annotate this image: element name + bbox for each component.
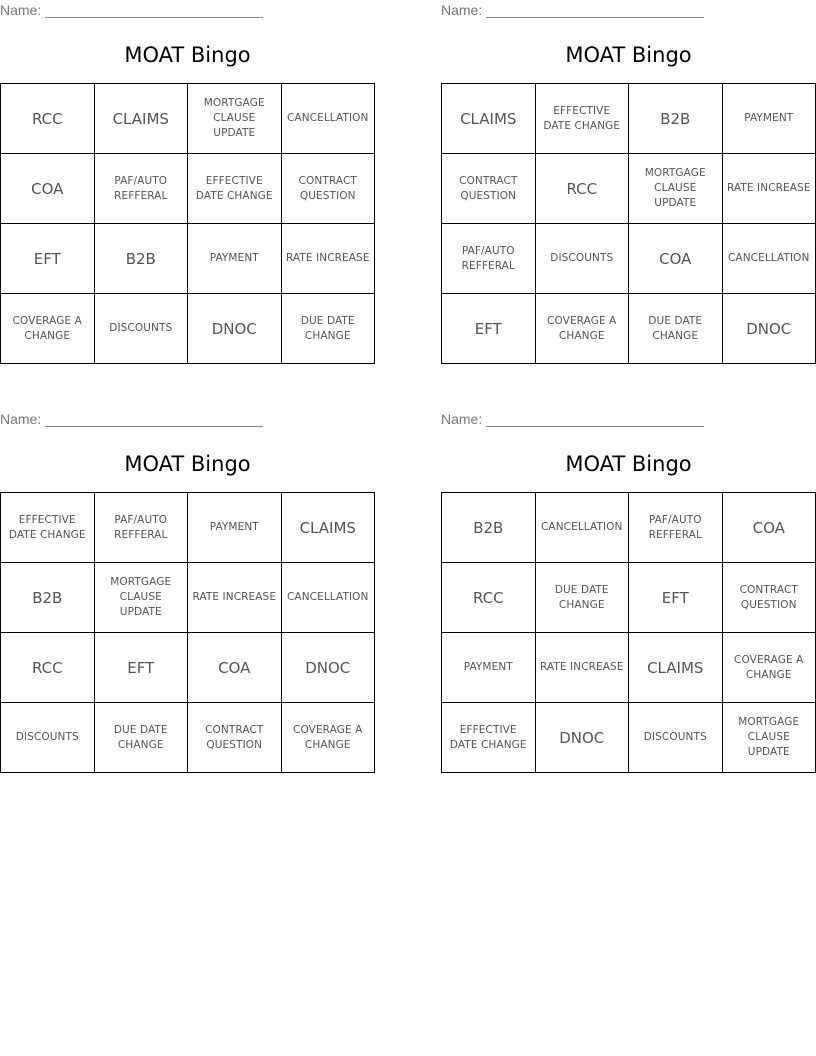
bingo-cell[interactable]: COA bbox=[188, 633, 282, 703]
bingo-cell[interactable]: CONTRACT QUESTION bbox=[723, 563, 816, 633]
bingo-cell[interactable]: RCC bbox=[442, 563, 536, 633]
name-label: Name: bbox=[0, 411, 42, 427]
bingo-cell[interactable]: PAF/AUTO REFFERAL bbox=[629, 493, 723, 563]
bingo-cell[interactable]: DUE DATE CHANGE bbox=[95, 703, 189, 773]
bingo-cell[interactable]: RCC bbox=[1, 633, 95, 703]
bingo-cell[interactable]: RCC bbox=[536, 154, 630, 224]
bingo-cell[interactable]: CANCELLATION bbox=[723, 224, 816, 294]
bingo-cell[interactable]: COVERAGE A CHANGE bbox=[723, 633, 816, 703]
name-field[interactable] bbox=[0, 2, 270, 20]
name-label: Name: bbox=[0, 2, 42, 18]
bingo-cell[interactable]: PAYMENT bbox=[723, 84, 816, 154]
bingo-cell[interactable]: EFT bbox=[95, 633, 189, 703]
bingo-grid bbox=[441, 492, 816, 773]
bingo-cell[interactable]: COVERAGE A CHANGE bbox=[536, 294, 630, 364]
bingo-cell[interactable]: B2B bbox=[629, 84, 723, 154]
name-underline bbox=[45, 426, 263, 427]
bingo-cell[interactable]: MORTGAGE CLAUSE UPDATE bbox=[723, 703, 816, 773]
name-label: Name: bbox=[441, 411, 483, 427]
name-field[interactable] bbox=[441, 411, 711, 429]
bingo-cell[interactable]: COVERAGE A CHANGE bbox=[282, 703, 376, 773]
bingo-grid bbox=[441, 83, 816, 364]
bingo-cell[interactable]: EFT bbox=[442, 294, 536, 364]
bingo-cell[interactable]: CLAIMS bbox=[282, 493, 376, 563]
name-underline bbox=[486, 17, 704, 18]
bingo-grid bbox=[0, 492, 375, 773]
bingo-grid bbox=[0, 83, 375, 364]
name-field[interactable] bbox=[0, 411, 270, 429]
bingo-cell[interactable]: RATE INCREASE bbox=[282, 224, 376, 294]
bingo-cell[interactable]: EFFECTIVE DATE CHANGE bbox=[536, 84, 630, 154]
bingo-cell[interactable]: PAYMENT bbox=[188, 224, 282, 294]
name-underline bbox=[45, 17, 263, 18]
bingo-cell[interactable]: DISCOUNTS bbox=[1, 703, 95, 773]
card-title: MOAT Bingo bbox=[124, 43, 251, 67]
bingo-cell[interactable]: CLAIMS bbox=[629, 633, 723, 703]
bingo-cell[interactable]: COA bbox=[629, 224, 723, 294]
bingo-cell[interactable]: RATE INCREASE bbox=[536, 633, 630, 703]
bingo-cell[interactable]: COVERAGE A CHANGE bbox=[1, 294, 95, 364]
bingo-cell[interactable]: CANCELLATION bbox=[536, 493, 630, 563]
bingo-cell[interactable]: B2B bbox=[95, 224, 189, 294]
name-field[interactable] bbox=[441, 2, 711, 20]
bingo-cell[interactable]: MORTGAGE CLAUSE UPDATE bbox=[629, 154, 723, 224]
bingo-cell[interactable]: PAF/AUTO REFFERAL bbox=[95, 493, 189, 563]
bingo-cell[interactable]: B2B bbox=[442, 493, 536, 563]
name-label: Name: bbox=[441, 2, 483, 18]
bingo-cell[interactable]: EFFECTIVE DATE CHANGE bbox=[1, 493, 95, 563]
bingo-cell[interactable]: CLAIMS bbox=[95, 84, 189, 154]
bingo-cell[interactable]: DUE DATE CHANGE bbox=[536, 563, 630, 633]
bingo-cell[interactable]: EFT bbox=[1, 224, 95, 294]
bingo-cell[interactable]: EFT bbox=[629, 563, 723, 633]
bingo-cell[interactable]: CANCELLATION bbox=[282, 84, 376, 154]
bingo-cell[interactable]: DISCOUNTS bbox=[629, 703, 723, 773]
bingo-cell[interactable]: CLAIMS bbox=[442, 84, 536, 154]
name-underline bbox=[486, 426, 704, 427]
bingo-cell[interactable]: CONTRACT QUESTION bbox=[282, 154, 376, 224]
bingo-cell[interactable]: B2B bbox=[1, 563, 95, 633]
bingo-cell[interactable]: MORTGAGE CLAUSE UPDATE bbox=[95, 563, 189, 633]
bingo-cell[interactable]: MORTGAGE CLAUSE UPDATE bbox=[188, 84, 282, 154]
bingo-cell[interactable]: DNOC bbox=[188, 294, 282, 364]
bingo-cell[interactable]: DUE DATE CHANGE bbox=[629, 294, 723, 364]
bingo-cell[interactable]: RCC bbox=[1, 84, 95, 154]
bingo-cell[interactable]: PAF/AUTO REFFERAL bbox=[95, 154, 189, 224]
bingo-cell[interactable]: COA bbox=[1, 154, 95, 224]
bingo-cell[interactable]: DNOC bbox=[282, 633, 376, 703]
bingo-cell[interactable]: EFFECTIVE DATE CHANGE bbox=[188, 154, 282, 224]
bingo-cell[interactable]: CONTRACT QUESTION bbox=[188, 703, 282, 773]
bingo-cell[interactable]: CONTRACT QUESTION bbox=[442, 154, 536, 224]
card-title: MOAT Bingo bbox=[124, 452, 251, 476]
bingo-cell[interactable]: DISCOUNTS bbox=[536, 224, 630, 294]
card-title: MOAT Bingo bbox=[565, 43, 692, 67]
bingo-cell[interactable]: DNOC bbox=[536, 703, 630, 773]
bingo-cell[interactable]: COA bbox=[723, 493, 816, 563]
bingo-cell[interactable]: RATE INCREASE bbox=[188, 563, 282, 633]
bingo-cell[interactable]: RATE INCREASE bbox=[723, 154, 816, 224]
bingo-cell[interactable]: EFFECTIVE DATE CHANGE bbox=[442, 703, 536, 773]
bingo-cell[interactable]: PAYMENT bbox=[188, 493, 282, 563]
bingo-cell[interactable]: DUE DATE CHANGE bbox=[282, 294, 376, 364]
bingo-cell[interactable]: PAF/AUTO REFFERAL bbox=[442, 224, 536, 294]
bingo-cell[interactable]: DNOC bbox=[723, 294, 816, 364]
bingo-cell[interactable]: PAYMENT bbox=[442, 633, 536, 703]
card-title: MOAT Bingo bbox=[565, 452, 692, 476]
bingo-cell[interactable]: DISCOUNTS bbox=[95, 294, 189, 364]
bingo-cell[interactable]: CANCELLATION bbox=[282, 563, 376, 633]
